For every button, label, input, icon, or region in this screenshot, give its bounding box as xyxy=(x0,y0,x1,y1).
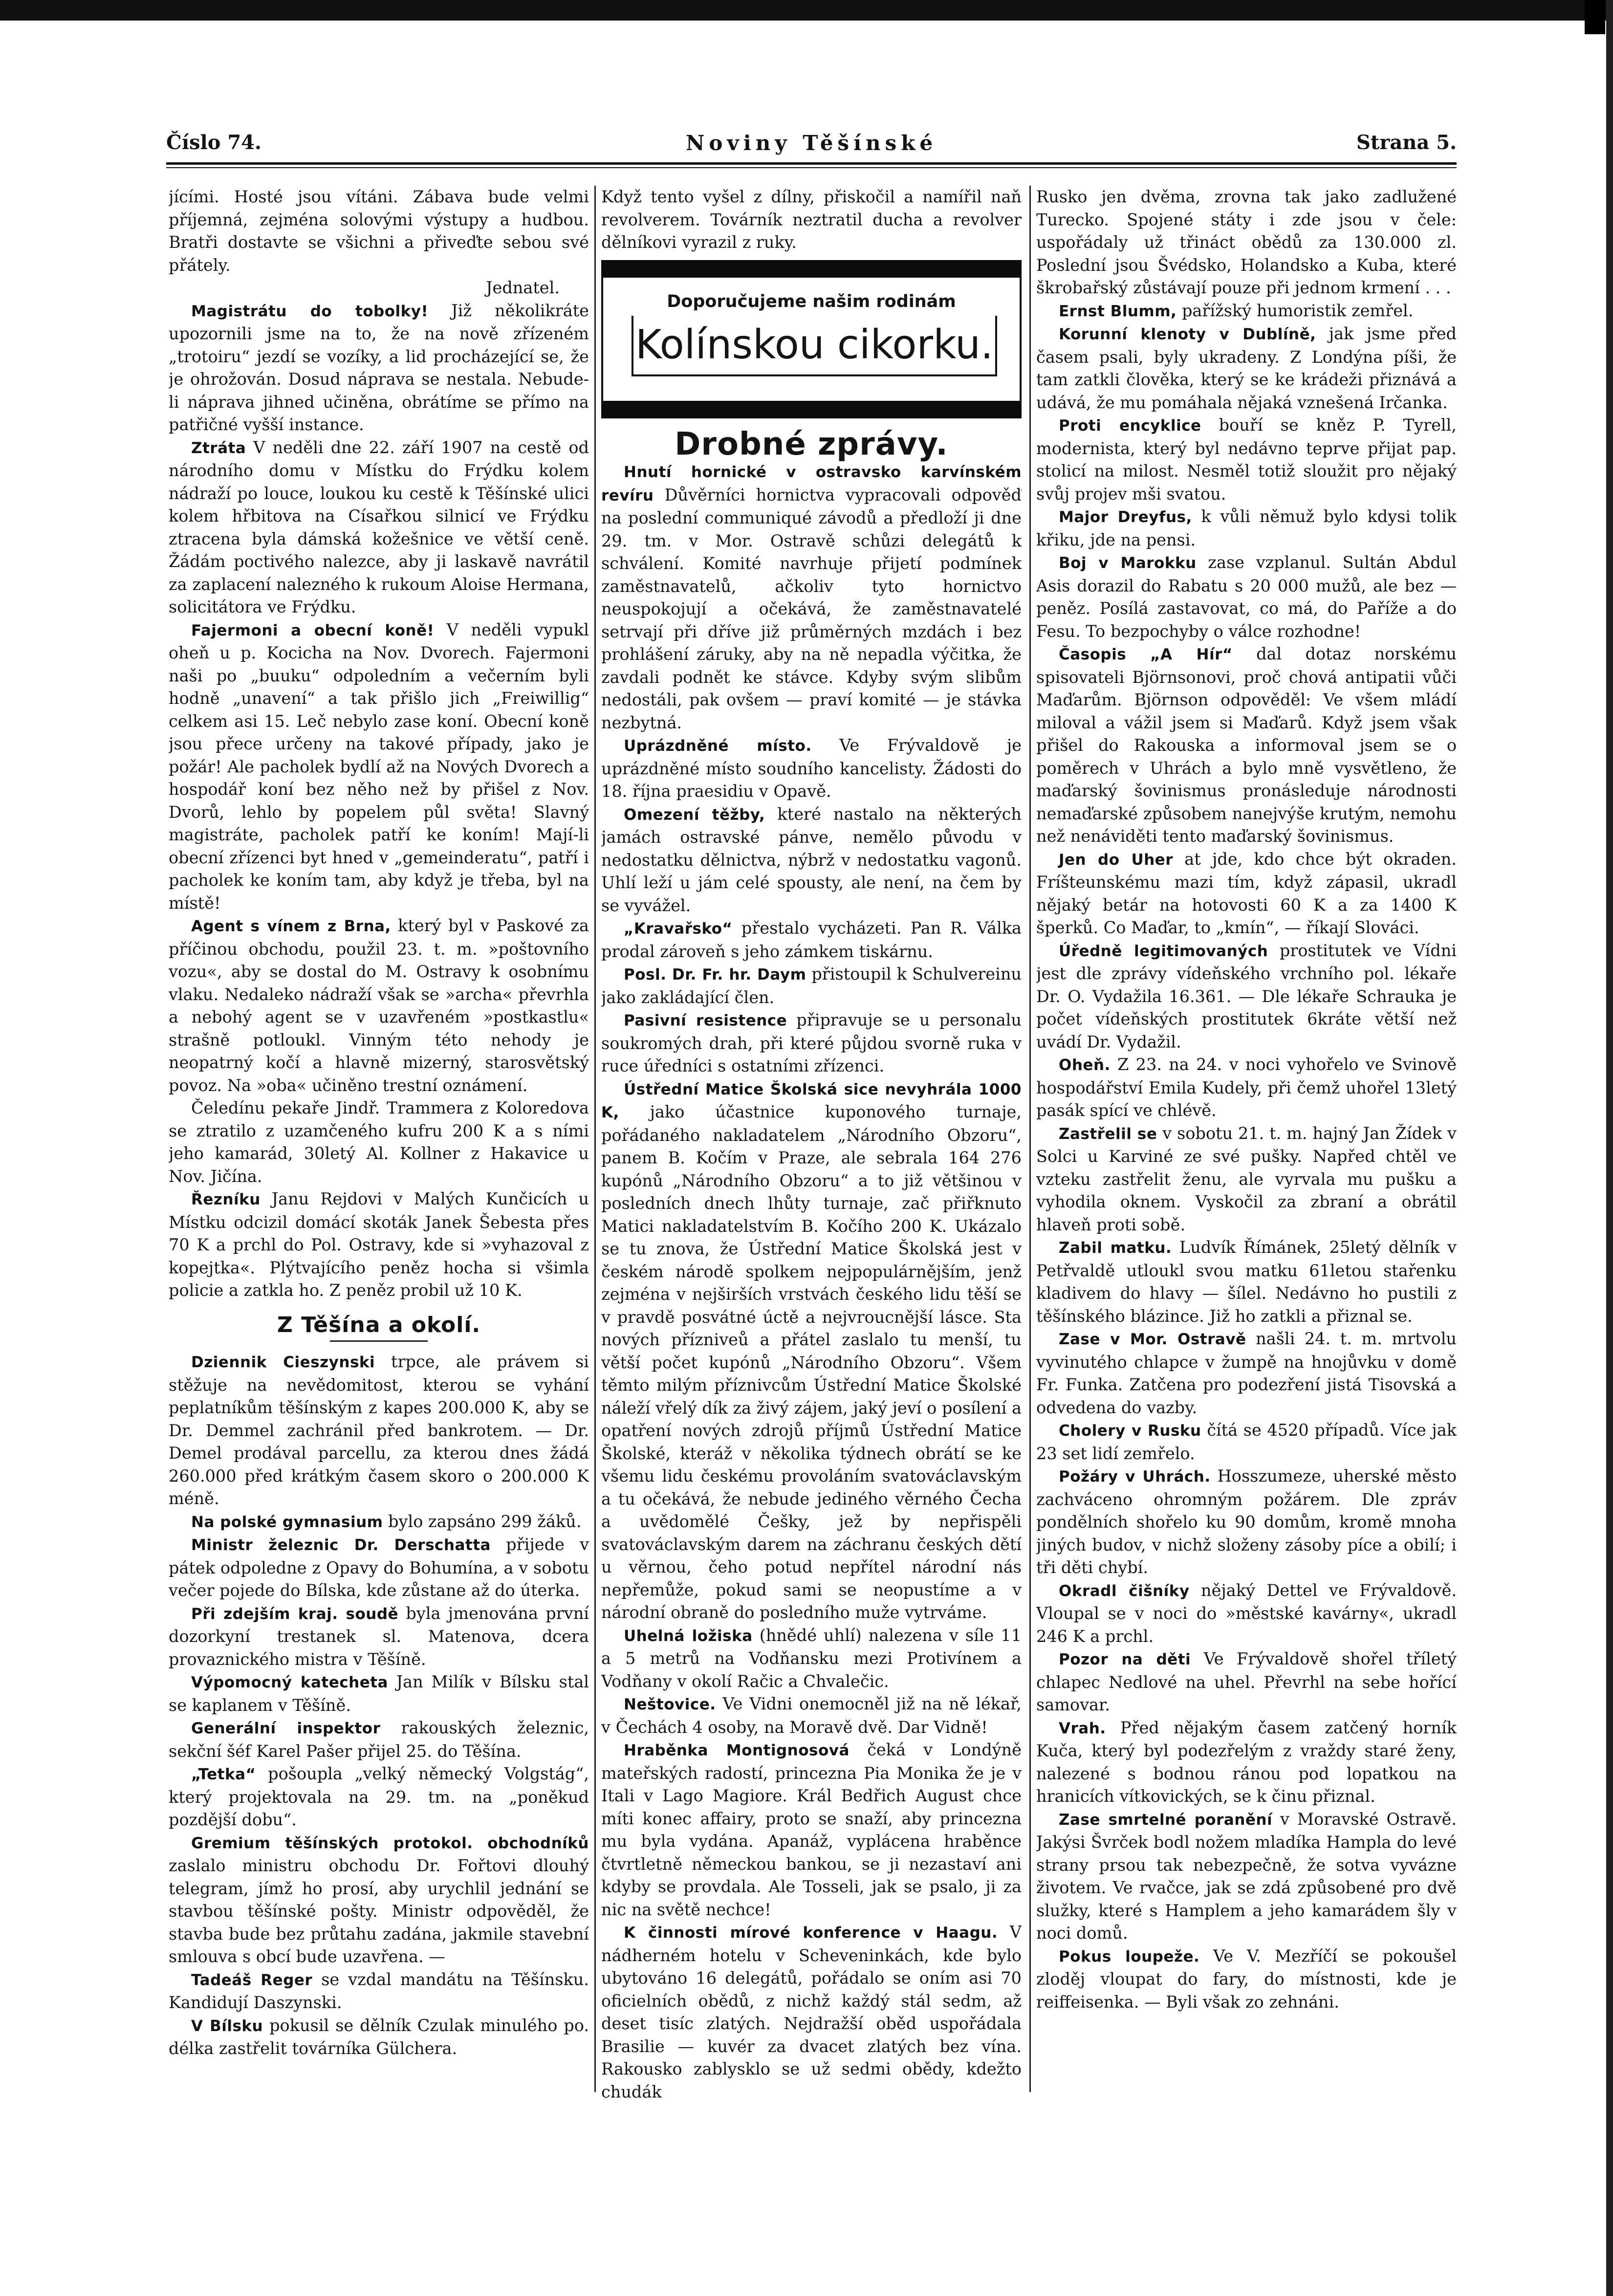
article-text: rakouských železnic, sekční šéf Karel Pašer přijel 25. do Těšína. xyxy=(169,1718,589,1761)
article-paragraph xyxy=(601,1078,1022,1624)
article-text: Ludvík Římánek, 25letý dělník v Petřvaldě utloukl svou matku 61letou stařenku kladivem do hlavy — šílel. Nedávno ho pustili z těšínského blázince. Již ho zatkli a přiznal se. xyxy=(1036,1238,1457,1326)
header-rule xyxy=(166,162,1457,165)
article-text: v sobotu 21. t. m. hajný Jan Žídek v Solci u Karviné ze své pušky. Napřed chtěl ve vzteku zastřelit ženu, ale vyrvala mu pušku a vyhodila oknem. Vyskočil za zbraní a obrátil hlaveň proti sobě. xyxy=(1036,1123,1457,1234)
article-paragraph xyxy=(1036,1236,1457,1328)
article-heading: Magistrátu do tobolky! xyxy=(191,302,429,320)
scan-top-edge xyxy=(0,0,1613,21)
article-text: přijede v pátek odpoledne z Opavy do Bohumína, a v sobotu večer pojede do Bílska, kde zůstane až do úterka. xyxy=(169,1535,589,1600)
article-text: prostitutek ve Vídni jest dle zprávy vídeňského vrchního pol. lékaře Dr. O. Vydažila 16.361. — Dle lékaře Schrauka je počet vídeňských prostitutek 6kráte větší než uvádí Dr. Vydažil. xyxy=(1036,940,1457,1051)
article-paragraph xyxy=(169,1602,589,1671)
article-heading: Úředně legitimovaných xyxy=(1059,942,1268,960)
article-text: které nastalo na některých jamách ostravské pánve, nemělo původu v nedostatku dělnictva, nýbrž v nedostatku vagonů. Uhlí leží u jám celé spousty, ale není, na čem by se vyvážel. xyxy=(601,804,1022,915)
article-text: Ve V. Mezříčí se pokoušel zloděj vloupat do fary, do místnosti, kde je reiffeisenka. — Byli však zo zehnáni. xyxy=(1036,1946,1457,2012)
article-text: bouří se kněz P. Tyrell, modernista, který byl nedávno teprve přijat pap. stolicí na milost. Nesměl totiž sloužit pro nějaký svůj projev mši svatou. xyxy=(1036,415,1457,503)
ad-black-band xyxy=(601,401,1022,418)
article-text: zase vzplanul. Sultán Abdul Asis dorazil do Rabatu s 20 000 mužů, ale bez — peněz. Posílá zastavovat, co má, do Paříže a do Fesu. To bezpochyby o válce rozhodne! xyxy=(1036,553,1457,641)
article-text: Ve Vidni onemocněl již na ně lékař, v Čechách 4 osoby, na Moravě dvě. Dar Vidně! xyxy=(601,1694,1022,1737)
article-heading: „Tetka“ xyxy=(191,1766,256,1783)
article-text: k vůli němuž bylo kdysi tolik křiku, jde na pensi. xyxy=(1036,507,1457,549)
article-paragraph xyxy=(1036,300,1457,323)
article-paragraph xyxy=(1036,1945,1457,2014)
article-heading: Okradl čišníky xyxy=(1059,1582,1190,1600)
article-heading: Pasivní resistence xyxy=(624,1012,787,1029)
article-heading: Zastřelil se xyxy=(1059,1125,1157,1143)
page-number: Strana 5. xyxy=(1356,131,1457,154)
article-heading: Posl. Dr. Fr. hr. Daym xyxy=(624,966,806,984)
page-header xyxy=(166,131,1457,160)
article-text: dal dotaz norskému spisovateli Björnsonovi, proč chová antipatii vůči Maďarům. Björnson odpověděl: Ve všem mládí miloval a vážil jsem si Maďarů. Když jsem však přišel do Rakouska a informoval jsem se o poměrech v Uhrách a bylo mně vysvětleno, že maďarský šovinismus pronásleduje národnosti nemaďarské způsobem nanejvýše krutým, nemohu než nenáviděti tento maďarský šovinismus. xyxy=(1036,644,1457,846)
article-text: V neděli dne 22. září 1907 na cestě od národního domu v Místku do Frýdku kolem nádraží po louce, loukou ku cestě k Těšínské ulici kolem hřbitova na Císařkou silnicí ve Frýdku ztracena byla dámská kožešnice ve větší ceně. Žádám poctivého nalezce, aby ji laskavě navrátil za zaplacení nalezného k rukoum Aloise Hermana, solicitátora ve Frýdku. xyxy=(169,437,589,616)
article-text: V neděli vypukl oheň u p. Kocicha na Nov. Dvorech. Fajermoni naši po „buuku“ odpoledním a večerním byli hodně „unavení“ a tak přišlo jich „Freiwillig“ celkem asi 15. Leč nebylo zase koní. Obecní koně jsou přece určeny na takové případy, jako je požár! Ale pacholek bydlí až na Nových Dvorech a hospodář koní bez něho než by přišel z Nov. Dvorů, lehlo by popelem půl světa! Slavný magistráte, pacholek patří ke koním! Mají-li obecní zřízenci byt hned v „gemeinderatu“, patří i pacholek ke koním tam, aby když je třeba, byl na místě! xyxy=(169,620,589,913)
header-rule-thin xyxy=(166,167,1457,168)
article-text: Důvěrníci hornictva vypracovali odpověď na poslední communiqué závodů a předloží ji dne 29. tm. v Mor. Ostravě schůzi delegátů k schválení. Komité navrhuje přijetí podmínek zaměstnavatelů, ačkoliv tyto hornictvo neuspokojují a očekává, že zaměstnavatelé setrvají při dříve již průměrných mzdách i bez prohlášení záruky, aby na ně nepadla výčitka, že zavdali podnět ke stávce. Kdyby svým slibům nedostáli, pak ovšem — praví komité — je stávka nezbytná. xyxy=(601,485,1022,732)
article-text: at jde, kdo chce být okraden. Fríšteunskému mazi tím, když zápasil, ukradl nějaký betár na hotovosti 60 K a za 1400 K šperků. Co Maďar, to „kmín“, — říkají Slováci. xyxy=(1036,849,1457,937)
article-paragraph xyxy=(169,1763,589,1832)
article-paragraph xyxy=(601,734,1022,803)
article-heading: Fajermoni a obecní koně! xyxy=(191,621,435,639)
article-heading: Na polské gymnasium xyxy=(191,1513,383,1531)
article-text: byla jmenována první dozorkyní trestanek sl. Matenova, dcera provaznického mistra v Těšíně. xyxy=(169,1603,589,1669)
article-text: bylo zapsáno 299 žáků. xyxy=(383,1511,582,1531)
article-paragraph xyxy=(1036,1419,1457,1465)
ad-product: Kolínskou cikorku. xyxy=(632,316,997,376)
article-heading: Uhelná ložiska xyxy=(624,1627,753,1645)
article-heading: Hraběnka Montignosová xyxy=(624,1742,850,1759)
newspaper-title: Noviny Těšínské xyxy=(685,131,937,155)
article-text: se vzdal mandátu na Těšínsku. Kandidují Daszynski. xyxy=(169,1969,589,2012)
article-paragraph xyxy=(169,2014,589,2060)
article-heading: Řezníku xyxy=(191,1191,261,1208)
article-heading: Hnutí hornické v ostravsko karvínském revíru xyxy=(601,463,1022,504)
article-heading: Neštovice. xyxy=(624,1696,716,1713)
article-paragraph xyxy=(601,963,1022,1009)
article-heading: Oheň. xyxy=(1059,1056,1111,1074)
article-heading: Major Dreyfus, xyxy=(1059,508,1192,526)
article-paragraph xyxy=(601,803,1022,918)
section-underline xyxy=(330,1340,428,1342)
article-text: trpce, ale právem si stěžuje na nevědomitost, kterou se vyhání peplatníkům těšínským z kapes 200.000 K, aby se Dr. Demmel zachránil před bankrotem. — Dr. Demel prodával parcellu, za kterou dnes žádá 260.000 před krátkým časem skoro o 200.000 K méně. xyxy=(169,1352,589,1508)
article-heading: Časopis „A Hír“ xyxy=(1059,646,1233,663)
scan-corner-mark xyxy=(1585,0,1605,34)
article-paragraph xyxy=(169,1351,589,1510)
article-heading: V Bílsku xyxy=(191,2017,263,2035)
article-paragraph xyxy=(601,1921,1022,2103)
article-paragraph xyxy=(601,1693,1022,1739)
article-text: čeká v Londýně mateřských radostí, princezna Pia Monika že je v Itali v Lago Magiore. Král Bedřich August chce míti konec affairy, proto se snaží, aby princezna mu byla vydána. Apanáž, vyplácena hraběnce čtvrtletně německou bankou, se ji nezastaví ani kdyby se provdala. Ale Tosseli, jak se psalo, ji za nic na světě nechce! xyxy=(601,1740,1022,1919)
column-divider xyxy=(594,186,596,2092)
article-heading: Zabil matku. xyxy=(1059,1239,1172,1257)
article-heading: Tadeáš Reger xyxy=(191,1971,313,1989)
scan-right-edge xyxy=(1606,0,1613,2296)
article-paragraph xyxy=(169,300,589,437)
article-heading: Pokus loupeže. xyxy=(1059,1947,1200,1966)
article-paragraph xyxy=(1036,1328,1457,1419)
ad-frame xyxy=(601,278,1022,401)
article-paragraph xyxy=(1036,1122,1457,1237)
article-paragraph xyxy=(1036,1053,1457,1122)
article-heading: Proti encyklice xyxy=(1059,417,1201,435)
article-text: Ve Frývaldově shořel tříletý chlapec Nedlové na uhel. Převrhl na sebe hořící samovar. xyxy=(1036,1649,1457,1714)
article-paragraph xyxy=(1036,1579,1457,1648)
article-text: přestalo vycházeti. Pan R. Válka prodal zároveň s jeho zámkem tiskárnu. xyxy=(601,918,1022,961)
issue-number: Číslo 74. xyxy=(166,131,262,154)
article-text: našli 24. t. m. mrtvolu vyvinutého chlapce v žumpě na hnojůvku v domě Fr. Funka. Zatčena pro podezření jistá Tisovská a odvedena do vazby. xyxy=(1036,1329,1457,1417)
article-heading: Omezení těžby, xyxy=(624,806,765,824)
article-text: nějaký Dettel ve Frývaldově. Vloupal se v noci do »městské kavárny«, ukradl 246 K a prchl. xyxy=(1036,1580,1457,1646)
article-paragraph xyxy=(601,460,1022,734)
article-heading: Zase smrtelné poranění xyxy=(1059,1811,1273,1829)
article-heading: Uprázdněné místo. xyxy=(624,737,812,755)
article-paragraph xyxy=(1036,1465,1457,1579)
article-paragraph: Čeledínu pekaře Jindř. Trammera z Koloredova se ztratilo z uzamčeného kufru 200 K a s ními jeho kamarád, 30letý Al. Kollner z Hakavice u Nov. Jičína. xyxy=(169,1098,589,1186)
article-text: Již několikráte upozornili jsme na to, že na nově zřízeném „trotoiru“ jezdí se vozíky, a lid procházející se, že je ohrožován. Dosud náprava se nestala. Nebude-li náprava jihned učiněna, obrátíme se přímo na patřičné vyšší instance. xyxy=(169,301,589,434)
column-1 xyxy=(169,186,589,2253)
article-paragraph xyxy=(1036,414,1457,505)
column-divider xyxy=(1029,186,1031,2092)
article-text: přistoupil k Schulvereinu jako zakládající člen. xyxy=(601,964,1022,1007)
article-heading: Zase v Mor. Ostravě xyxy=(1059,1331,1246,1348)
article-heading: Cholery v Rusku xyxy=(1059,1422,1201,1440)
article-paragraph xyxy=(601,1009,1022,1078)
section-heading-text: Z Těšína a okolí. xyxy=(277,1312,481,1337)
article-text: jak jsme před časem psali, byly ukradeny. Z Londýna píši, že tam zatkli člověka, který se ke krádeži přiznává a udává, že mu pomáhala nějaká vznešená Irčanka. xyxy=(1036,324,1457,412)
article-text: v Moravské Ostravě. Jakýsi Švrček bodl nožem mladíka Hampla do levé strany prsou tak nebezpečně, že sotva vyváznе životem. Ve rvačce, jak se zdá způsobené pro dvě služky, které s Hamplem a jeho kamarádem šly v noci domů. xyxy=(1036,1809,1457,1943)
article-paragraph: jícími. Hosté jsou vítáni. Zábava bude velmi příjemná, zejména solovými výstupy a hudbou. Bratři dostavte se všichni a přiveďte sebou své přátely. xyxy=(169,187,589,275)
article-heading: Dziennik Cieszynski xyxy=(191,1354,375,1371)
ad-title: Doporučujeme našim rodinám xyxy=(667,291,956,311)
article-text: který byl v Paskové za příčinou obchodu, použil 23. t. m. »poštovního vozu«, aby se dostal do M. Ostravy k osobnímu vlaku. Nedaleko nádraží však se »archa« převrhla a nebohý agent se v uzavřeném »postkastlu« strašně potloukl. Vinným této nehody je neopatrný kočí a hlavně mizerný, starosvětský povoz. Na »oba« učiněno trestní oznámení. xyxy=(169,916,589,1095)
article-heading: Vrah. xyxy=(1059,1719,1106,1737)
article-heading: Korunní klenoty v Dublíně, xyxy=(1059,326,1316,343)
article-paragraph: Rusko jen dvěma, zrovna tak jako zadlužené Turecko. Spojené státy i zde jsou v čele: uspořádaly už třináct obědů za 130.000 zl. Poslední jsou Švédsko, Holandsko a Kuba, které škrobařský zůstávají pouze při jednom krmení . . . xyxy=(1036,187,1457,297)
article-heading: Ústřední Matice Školská sice nevyhrála 1000 K, xyxy=(601,1080,1022,1121)
article-paragraph: Když tento vyšel z dílny, přiskočil a namířil naň revolverem. Továrník neztratil ducha a revolver dělníkovi vyrazil z ruky. xyxy=(601,187,1022,252)
article-text: pařížský humoristik zemřel. xyxy=(1177,301,1414,320)
article-text: Jan Milík v Bílsku stal se kaplanem v Těšíně. xyxy=(169,1672,589,1715)
article-paragraph xyxy=(601,917,1022,963)
column-3 xyxy=(1036,186,1457,2253)
article-paragraph xyxy=(169,1968,589,2014)
article-paragraph xyxy=(1036,940,1457,1054)
article-text: pokusil se dělník Czulak minulého po. délka zastřelit továrníka Gülchera. xyxy=(169,2015,589,2058)
article-heading: Ministr železnic Dr. Derschatta xyxy=(191,1536,491,1554)
article-heading: Ernst Blumm, xyxy=(1059,302,1177,320)
article-paragraph xyxy=(1036,643,1457,848)
article-heading: Výpomocný katecheta xyxy=(191,1674,388,1691)
article-text: (hnědé uhlí) nalezena v síle 11 a 5 metrů na Vodňansku mezi Protivínem a Vodňany v okolí Račic a Chvalečic. xyxy=(601,1625,1022,1691)
article-paragraph xyxy=(169,619,589,915)
article-heading: Při zdejším kraj. soudě xyxy=(191,1605,399,1623)
article-text: V nádherném hotelu v Scheveninkách, kde bylo ubytováno 16 delegátů, pořádalo se oním asi 70 oficielních obědů, z nichž každý stál sedm, až deset tisíc zlatých. Nejdražší oběd uspořádala Brasilie — kuvér za dvacet zlatých bez vína. Rakousko zablysklo se už sedmi obědy, kdežto chudák xyxy=(601,1923,1022,2101)
article-paragraph xyxy=(169,1510,589,1534)
article-heading: Boj v Marokku xyxy=(1059,554,1197,572)
article-heading: K činnosti mírové konference v Haagu. xyxy=(624,1924,998,1942)
article-paragraph xyxy=(169,437,589,619)
article-paragraph xyxy=(1036,1717,1457,1808)
article-text: Ve Frývaldově je uprázdněné místo soudního kancelisty. Žádosti do 18. října praesidiu v Opavě. xyxy=(601,736,1022,801)
article-text: zaslalo ministru obchodu Dr. Fořtovi dlouhý telegram, jímž ho prosí, aby urychlil jednání se stavbou těšínské pošty. Ministr odpověděl, že stavba bude bez průtahu zadána, jakmile stavební smlouva s obcí bude uzavřena. — xyxy=(169,1856,589,1966)
article-paragraph xyxy=(1036,505,1457,551)
article-paragraph xyxy=(601,1624,1022,1693)
article-paragraph xyxy=(169,915,589,1097)
article-text: jako účastnice kuponového turnaje, pořádaného nakladatelem „Národního Obzoru“, panem B. Kočím v Praze, ale sebrala 164 276 kupónů „Národního Obzoru“ a to již většinou v posledních dnech lhůty turnaje, zač přiřknuto Matici nakladatelstvím B. Kočího 200 K. Ukázalo se tu znova, že Ústřední Matice Školská jest v českém národě spolkem nejpopulárnějším, jenž zejména v nejširších vrstvách českého lidu těší se v pravdě posvátné úctě a nejvroucnější lásce. Sta nových přízniveů a přátel zaslalo tu menší, tu větší počet kupónů „Národního Obzoru“. Všem těmto milým příznivcům Ústřední Matice Školské náleží vřelý dík za živý zájem, jaký jeví o posílení a opatření nových zdrojů příjmů Ústřední Matice Školské, kteráž v několika týdnech obrátí se ke všemu lidu českému provoláním svatováclavským a tu očekává, že nebude jediného věrného Čecha a uvědomělé Češky, jež by nepřispěli svatováclavským darem na záchranu českých dětí u věrnou, čeho potud nepřítel národní nás nepřemůže, pokud sami se neopustíme a v národní obraně do posledního muže vytrváme. xyxy=(601,1102,1022,1622)
article-heading: Požáry v Uhrách. xyxy=(1059,1468,1211,1486)
article-text: připravuje se u personalu soukromých drah, při které půjdou svorně ruka v ruce úředníci s ostatními zřízenci. xyxy=(601,1010,1022,1075)
article-heading: Pozor na děti xyxy=(1059,1651,1191,1668)
article-text: Janu Rejdovi v Malých Kunčicích u Místku odcizil domácí skoták Janek Šebesta přes 70 K a prchl do Pol. Ostravy, kde si »vyhazoval z kopejtka«. Plýtvajícího peněz hocha si všimla policie a zatkla ho. Z peněz probil už 10 K. xyxy=(169,1189,589,1300)
article-paragraph xyxy=(1036,1648,1457,1717)
article-heading: Generální inspektor xyxy=(191,1720,381,1737)
article-paragraph xyxy=(169,1533,589,1602)
article-paragraph xyxy=(1036,1808,1457,1945)
article-text: Z 23. na 24. v noci vyhořelo ve Svinově hospodářství Emila Kudely, při čemž uhořel 13letý pasák spící ve chlévě. xyxy=(1036,1055,1457,1120)
article-paragraph xyxy=(1036,323,1457,414)
article-paragraph xyxy=(1036,848,1457,940)
article-heading: Ztráta xyxy=(191,439,246,457)
advertisement xyxy=(601,260,1022,421)
signature: Jednatel. xyxy=(486,278,560,297)
section-heading xyxy=(169,1314,589,1342)
article-text: Před nějakým časem zatčený horník Kuča, který byl podezřelým z vraždy staré ženy, nalezené s bodnou ránou pod lopatkou na hranicích vítkovických, se k činu přiznal. xyxy=(1036,1718,1457,1806)
section-heading: Drobné zprávy. xyxy=(675,426,948,462)
article-heading: „Kravařsko“ xyxy=(624,920,733,938)
ad-black-band xyxy=(601,260,1022,278)
article-text: Hosszumeze, uherské město zachváceno ohromným požárem. Dle zpráv pondělních shořelo ku 90 domům, kromě mnoha jiných budov, v nichž složeny zásoby píce a obilí; i tři děti chybí. xyxy=(1036,1466,1457,1577)
article-heading: Gremium těšínských protokol. obchodníků xyxy=(191,1834,589,1852)
article-paragraph xyxy=(1036,551,1457,643)
article-paragraph xyxy=(601,1739,1022,1921)
article-text: pošoupla „velký německý Volgstág“, který projektovala na 29. tm. na „poněkud pozdější dobu“. xyxy=(169,1764,589,1829)
article-text: čítá se 4520 případů. Více jak 23 set lidí zemřelo. xyxy=(1036,1421,1457,1463)
article-heading: Agent s vínem z Brna, xyxy=(191,918,391,935)
article-paragraph xyxy=(169,1671,589,1717)
article-paragraph xyxy=(169,1717,589,1763)
article-heading: Jen do Uher xyxy=(1059,851,1173,869)
column-2 xyxy=(601,186,1022,2253)
article-paragraph xyxy=(169,1832,589,1968)
article-paragraph xyxy=(169,1188,589,1302)
